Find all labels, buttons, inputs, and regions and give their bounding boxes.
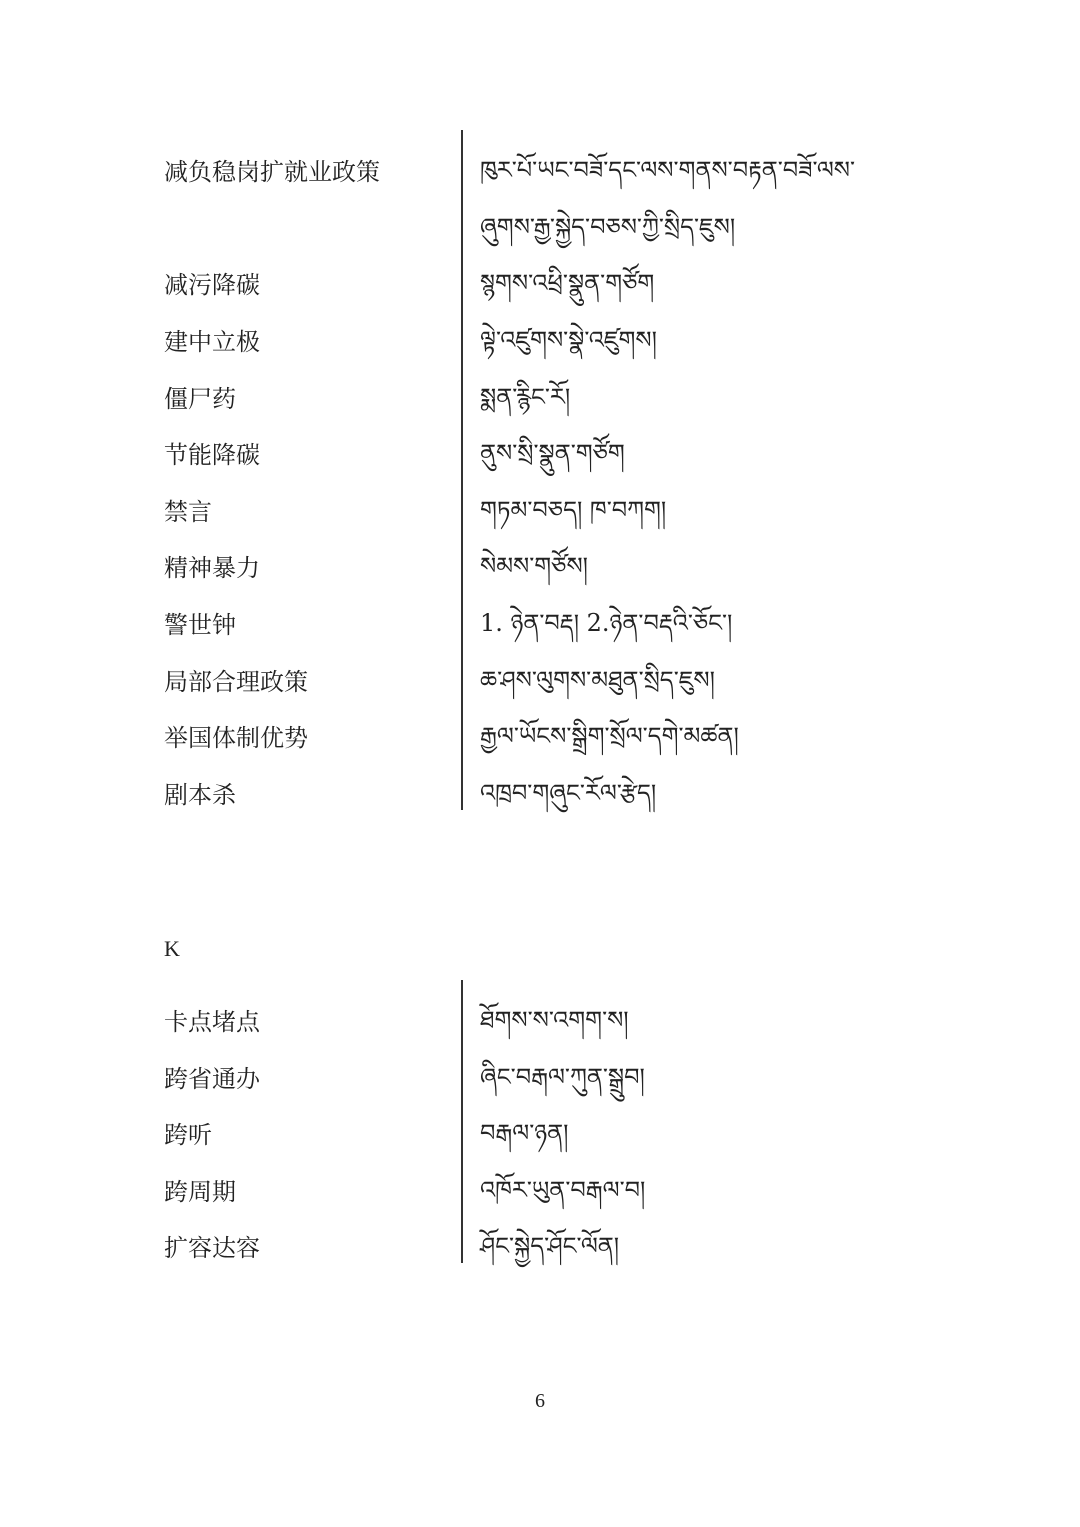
glossary-row: [0, 1220, 1080, 1277]
tibetan-term: ནུས་སྲི་སྣུན་གཙོག: [480, 439, 625, 467]
chinese-term: 举国体制优势: [164, 724, 308, 752]
tibetan-term: གཏམ་བཅད། ཁ་བཀག།: [480, 496, 667, 524]
tibetan-term: སྙགས་འཕྲི་སྣུན་གཙོག: [480, 269, 655, 297]
glossary-row: [0, 257, 1080, 314]
chinese-term: 扩容达容: [164, 1234, 260, 1262]
tibetan-term: ཆ་ཤས་ལུགས་མཐུན་སྲིད་ཇུས།: [480, 666, 715, 694]
chinese-term: 局部合理政策: [164, 668, 308, 696]
glossary-row: [0, 371, 1080, 428]
glossary-row: [0, 1164, 1080, 1221]
tibetan-term: 1. ཉེན་བརྡ། 2.ཉེན་བརྡའི་ཅོང་།: [480, 609, 733, 637]
glossary-row: [0, 144, 1080, 241]
chinese-term: 节能降碳: [164, 441, 260, 469]
chinese-term: 卡点堵点: [164, 1008, 260, 1036]
chinese-term: 僵尸药: [164, 385, 236, 413]
glossary-row: [0, 314, 1080, 371]
glossary-row: [0, 540, 1080, 597]
glossary-row: [0, 1107, 1080, 1164]
tibetan-term: ཐོགས་ས་འགག་ས།: [480, 1006, 629, 1034]
chinese-term: 跨省通办: [164, 1065, 260, 1093]
glossary-row: [0, 994, 1080, 1051]
tibetan-term: ཤོང་སྐྱེད་ཤོང་ལོན།: [480, 1232, 620, 1260]
chinese-term: 禁言: [164, 498, 212, 526]
tibetan-term: འཁྲབ་གཞུང་རོལ་རྩེད།: [480, 779, 657, 807]
chinese-term: 警世钟: [164, 611, 236, 639]
chinese-term: 跨周期: [164, 1178, 236, 1206]
chinese-term: 减负稳岗扩就业政策: [164, 158, 380, 186]
glossary-row: [0, 1051, 1080, 1108]
chinese-term: 跨听: [164, 1121, 212, 1149]
tibetan-term: ཁུར་པོ་ཡང་བཟོ་དང་ལས་གནས་བརྟན་བཟོ་ལས་: [480, 156, 856, 184]
page-number: 6: [535, 1390, 545, 1412]
section-letter-heading: K: [164, 936, 180, 961]
tibetan-term-continuation: ཞུགས་རྒྱ་སྐྱེད་བཅས་ཀྱི་སྲིད་ཇུས།: [480, 213, 736, 241]
glossary-row: [0, 767, 1080, 824]
glossary-row: [0, 710, 1080, 767]
glossary-row: [0, 597, 1080, 654]
chinese-term: 减污降碳: [164, 271, 260, 299]
tibetan-term: ཞིང་བརྒལ་ཀུན་སྒྲུབ།: [480, 1063, 645, 1091]
glossary-row: [0, 484, 1080, 541]
tibetan-term: སེམས་གཙོས།: [480, 552, 588, 580]
tibetan-term: ལྟེ་འཛུགས་སྣེ་འཛུགས།: [480, 326, 657, 354]
chinese-term: 精神暴力: [164, 554, 260, 582]
tibetan-term: སྨན་རྙིང་རོ།: [480, 383, 571, 411]
glossary-row: [0, 654, 1080, 711]
glossary-row: [0, 427, 1080, 484]
chinese-term: 建中立极: [164, 328, 260, 356]
chinese-term: 剧本杀: [164, 781, 236, 809]
tibetan-term: འཁོར་ཡུན་བརྒལ་བ།: [480, 1176, 646, 1204]
tibetan-term: བརྒལ་ཉན།: [480, 1119, 569, 1147]
tibetan-term: རྒྱལ་ཡོངས་སྒྲིག་སྲོལ་དགེ་མཚན།: [480, 722, 739, 750]
